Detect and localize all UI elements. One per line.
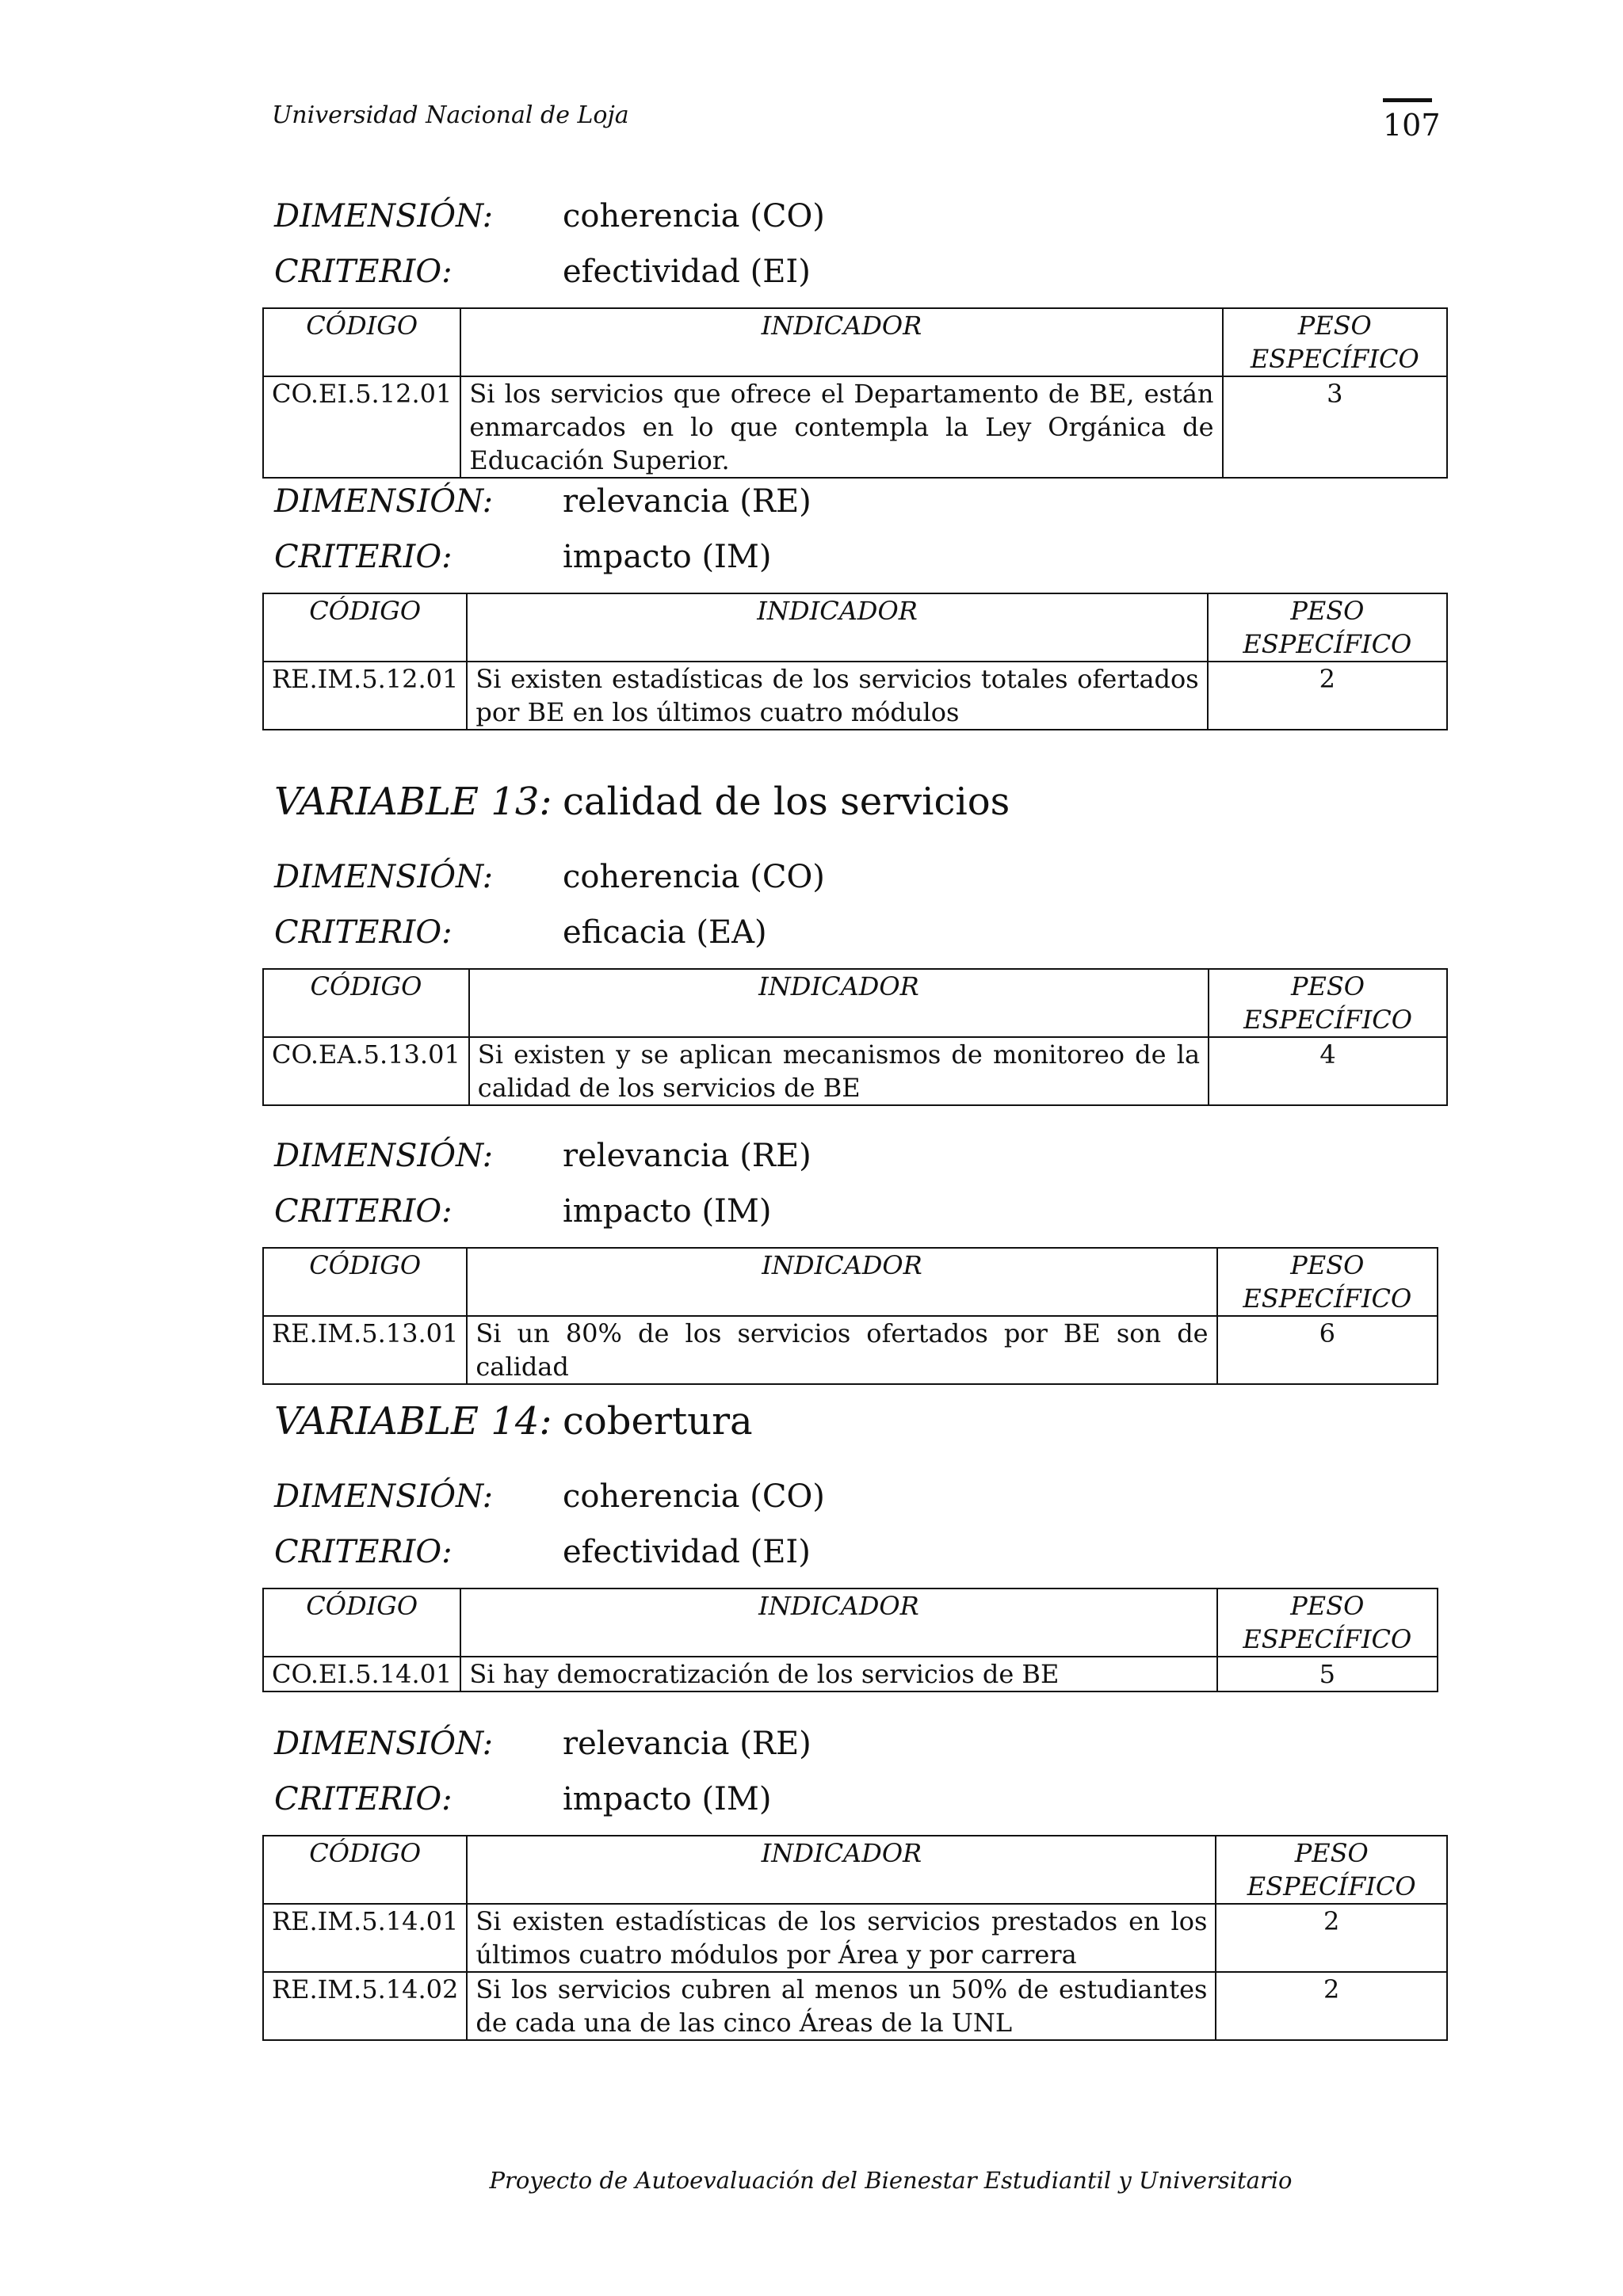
header-code: CÓDIGO — [263, 969, 469, 1037]
dimension-value: coherencia (CO) — [563, 198, 825, 235]
header-weight: PESO ESPECÍFICO — [1217, 1589, 1438, 1657]
indicator-table — [262, 1588, 1438, 1692]
indicator-table — [262, 968, 1448, 1106]
dimension-value: relevancia (RE) — [563, 483, 812, 520]
table-row — [263, 1037, 1447, 1105]
table-row — [263, 1972, 1447, 2040]
indicator-weight: 3 — [1223, 376, 1448, 478]
dimension-label: DIMENSIÓN: — [274, 1726, 494, 1762]
table-row — [263, 1316, 1438, 1384]
criterion-label: CRITERIO: — [274, 539, 453, 575]
dimension-value: coherencia (CO) — [563, 859, 825, 895]
header-code: CÓDIGO — [263, 1589, 460, 1657]
header-indicator: INDICADOR — [467, 593, 1207, 662]
dimension-label: DIMENSIÓN: — [274, 1478, 494, 1515]
header-code: CÓDIGO — [263, 1248, 467, 1316]
criterion-label: CRITERIO: — [274, 914, 453, 951]
indicator-table — [262, 593, 1448, 730]
header-weight: PESO ESPECÍFICO — [1216, 1836, 1447, 1904]
indicator-text: Si existen y se aplican mecanismos de monitoreo de la calidad de los servicios de BE — [469, 1037, 1209, 1105]
variable-label: VARIABLE 14: — [274, 1399, 552, 1444]
indicator-table — [262, 1835, 1448, 2041]
variable-value: calidad de los servicios — [563, 780, 1010, 824]
indicator-table — [262, 307, 1448, 479]
table-row — [263, 1904, 1447, 1972]
indicator-weight: 6 — [1217, 1316, 1438, 1384]
criterion-label: CRITERIO: — [274, 1781, 453, 1817]
table-header-row — [263, 1836, 1447, 1904]
criterion-value: impacto (IM) — [563, 539, 772, 575]
table-row — [263, 662, 1447, 730]
indicator-code: RE.IM.5.13.01 — [263, 1316, 467, 1384]
dimension-label: DIMENSIÓN: — [274, 1138, 494, 1174]
dimension-label: DIMENSIÓN: — [274, 198, 494, 235]
indicator-text: Si los servicios cubren al menos un 50% de estudiantes de cada una de las cinco Áreas de la UNL — [467, 1972, 1216, 2040]
indicator-code: RE.IM.5.14.01 — [263, 1904, 467, 1972]
table-header-row — [263, 593, 1447, 662]
indicator-text: Si los servicios que ofrece el Departamento de BE, están enmarcados en lo que contempla la Ley Orgánica de Educación Superior. — [460, 376, 1222, 478]
table-row — [263, 1657, 1438, 1691]
header-code: CÓDIGO — [263, 308, 460, 376]
indicator-weight: 4 — [1209, 1037, 1447, 1105]
criterion-label: CRITERIO: — [274, 1534, 453, 1570]
criterion-value: impacto (IM) — [563, 1193, 772, 1230]
table-header-row — [263, 1589, 1438, 1657]
indicator-code: CO.EI.5.14.01 — [263, 1657, 460, 1691]
dimension-value: coherencia (CO) — [563, 1478, 825, 1515]
page-number-rule — [1383, 98, 1432, 102]
criterion-value: impacto (IM) — [563, 1781, 772, 1817]
indicator-text: Si hay democratización de los servicios de BE — [460, 1657, 1216, 1691]
dimension-value: relevancia (RE) — [563, 1726, 812, 1762]
header-institution: Universidad Nacional de Loja — [272, 101, 629, 129]
dimension-label: DIMENSIÓN: — [274, 483, 494, 520]
header-weight: PESO ESPECÍFICO — [1208, 593, 1447, 662]
page-number: 107 — [1383, 108, 1441, 143]
indicator-text: Si existen estadísticas de los servicios totales ofertados por BE en los últimos cuatro módulos — [467, 662, 1207, 730]
header-indicator: INDICADOR — [467, 1248, 1216, 1316]
indicator-code: RE.IM.5.12.01 — [263, 662, 467, 730]
dimension-value: relevancia (RE) — [563, 1138, 812, 1174]
page-footer: Proyecto de Autoevaluación del Bienestar Estudiantil y Universitario — [489, 2167, 1293, 2194]
header-weight: PESO ESPECÍFICO — [1209, 969, 1447, 1037]
criterion-value: efectividad (EI) — [563, 1534, 811, 1570]
indicator-weight: 2 — [1216, 1904, 1447, 1972]
table-header-row — [263, 969, 1447, 1037]
indicator-weight: 2 — [1208, 662, 1447, 730]
header-code: CÓDIGO — [263, 1836, 467, 1904]
indicator-weight: 2 — [1216, 1972, 1447, 2040]
header-indicator: INDICADOR — [460, 1589, 1216, 1657]
indicator-code: CO.EA.5.13.01 — [263, 1037, 469, 1105]
indicator-text: Si un 80% de los servicios ofertados por BE son de calidad — [467, 1316, 1216, 1384]
indicator-code: RE.IM.5.14.02 — [263, 1972, 467, 2040]
indicator-text: Si existen estadísticas de los servicios prestados en los últimos cuatro módulos por Área y por carrera — [467, 1904, 1216, 1972]
variable-value: cobertura — [563, 1399, 753, 1444]
header-code: CÓDIGO — [263, 593, 467, 662]
criterion-label: CRITERIO: — [274, 1193, 453, 1230]
header-weight: PESO ESPECÍFICO — [1217, 1248, 1438, 1316]
indicator-code: CO.EI.5.12.01 — [263, 376, 460, 478]
dimension-label: DIMENSIÓN: — [274, 859, 494, 895]
indicator-table — [262, 1247, 1438, 1385]
indicator-weight: 5 — [1217, 1657, 1438, 1691]
header-weight: PESO ESPECÍFICO — [1223, 308, 1448, 376]
criterion-label: CRITERIO: — [274, 254, 453, 290]
header-indicator: INDICADOR — [467, 1836, 1216, 1904]
header-indicator: INDICADOR — [469, 969, 1209, 1037]
header-indicator: INDICADOR — [460, 308, 1222, 376]
criterion-value: efectividad (EI) — [563, 254, 811, 290]
variable-label: VARIABLE 13: — [274, 780, 552, 824]
table-header-row — [263, 1248, 1438, 1316]
criterion-value: eficacia (EA) — [563, 914, 767, 951]
table-row — [263, 376, 1447, 478]
table-header-row — [263, 308, 1447, 376]
